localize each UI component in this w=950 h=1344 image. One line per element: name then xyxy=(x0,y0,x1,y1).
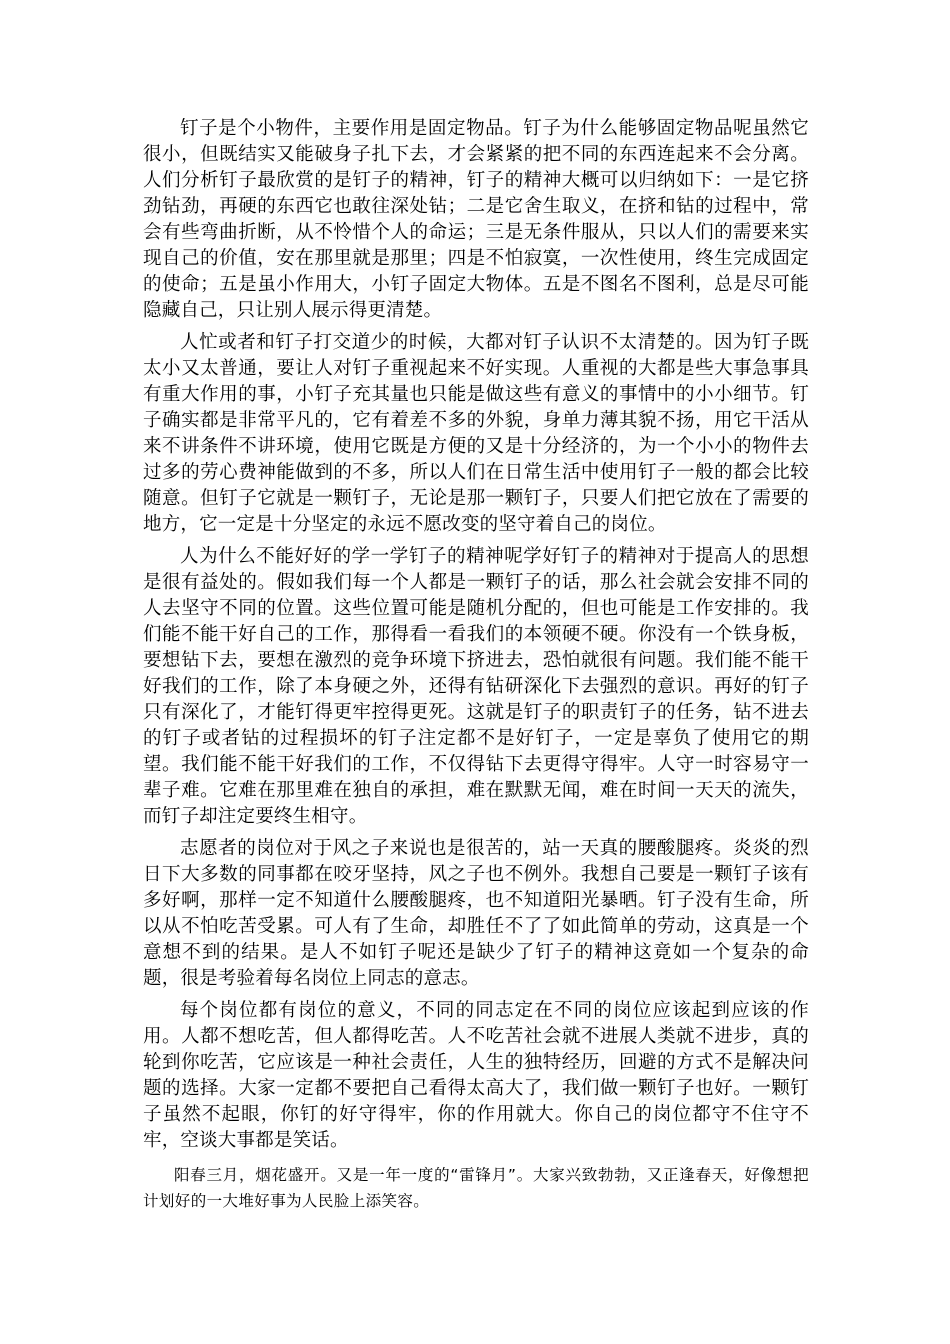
paragraph-nail-spirit: 人为什么不能好好的学一学钉子的精神呢学好钉子的精神对于提高人的思想是很有益处的。假如我们每一个人都是一颗钉子的话，那么社会就会安排不同的人去坚守不同的位置。这些位置可能是随机分配的，但也可能是工作安排的。我们能不能干好自己的工作，那得看一看我们的本领硬不硬。你没有一个铁身板，要想钻下去，要想在激烈的竞争环境下挤进去，恐怕就很有问题。我们能不能干好我们的工作，除了本身硬之外，还得有钻研深化下去强烈的意识。再好的钉子只有深化了，才能钉得更牢控得更死。这就是钉子的职责钉子的任务，钻不进去的钉子或者钻的过程损坏的钉子注定都不是好钉子，一定是辜负了使用它的期望。我们能不能干好我们的工作，不仅得钻下去更得守得牢。人守一时容易守一辈子难。它难在那里难在独自的承担，难在默默无闻，难在时间一天天的流失，而钉子却注定要终生相守。 xyxy=(143,546,809,827)
paragraph-nail-intro: 钉子是个小物件，主要作用是固定物品。钉子为什么能够固定物品呢虽然它很小，但既结实又能破身子扎下去，才会紧紧的把不同的东西连起来不会分离。人们分析钉子最欣赏的是钉子的精神，钉子的精神大概可以归纳如下：一是它挤劲钻劲，再硬的东西它也敢往深处钻；二是它舍生取义，在挤和钻的过程中，常会有些弯曲折断，从不怜惜个人的命运；三是无条件服从，只以人们的需要来实现自己的价值，安在那里就是那里；四是不怕寂寞，一次性使用，终生完成固定的使命；五是虽小作用大，小钉子固定大物体。五是不图名不图利，总是尽可能隐藏自己，只让别人展示得更清楚。 xyxy=(143,118,809,321)
paragraph-volunteer: 志愿者的岗位对于风之子来说也是很苦的，站一天真的腰酸腿疼。炎炎的烈日下大多数的同事都在咬牙坚持，风之子也不例外。我想自己要是一颗钉子该有多好啊，那样一定不知道什么腰酸腿疼，也不知道阳光暴晒。钉子没有生命，所以从不怕吃苦受累。可人有了生命，却胜任不了了如此简单的劳动，这真是一个意想不到的结果。是人不如钉子呢还是缺少了钉子的精神这竟如一个复杂的命题，很是考验着每名岗位上同志的意志。 xyxy=(143,838,809,989)
paragraph-spring: 阳春三月，烟花盛开。又是一年一度的“雷锋月”。大家兴致勃勃，又正逢春天，好像想把计划好的一大堆好事为人民脸上添笑容。 xyxy=(143,1166,809,1210)
paragraph-post-meaning: 每个岗位都有岗位的意义，不同的同志定在不同的岗位应该起到应该的作用。人都不想吃苦，但人都得吃苦。人不吃苦社会就不进展人类就不进步，真的轮到你吃苦，它应该是一种社会责任，人生的独特经历，回避的方式不是解决问题的选择。大家一定都不要把自己看得太高大了，我们做一颗钉子也好。一颗钉子虽然不起眼，你钉的好守得牢，你的作用就大。你自己的岗位都守不住守不牢，空谈大事都是笑话。 xyxy=(143,1000,809,1151)
paragraph-nail-recognition: 人忙或者和钉子打交道少的时候，大都对钉子认识不太清楚的。因为钉子既太小又太普通，要让人对钉子重视起来不好实现。人重视的大都是些大事急事具有重大作用的事，小钉子充其量也只能是做这些有意义的事情中的小小细节。钉子确实都是非常平凡的，它有着差不多的外貌，身单力薄其貌不扬，用它干活从来不讲条件不讲环境，使用它既是方便的又是十分经济的，为一个小小的物件去过多的劳心费神能做到的不多，所以人们在日常生活中使用钉子一般的都会比较随意。但钉子它就是一颗钉子，无论是那一颗钉子，只要人们把它放在了需要的地方，它一定是十分坚定的永远不愿改变的坚守着自己的岗位。 xyxy=(143,332,809,535)
document-page xyxy=(143,116,809,1214)
